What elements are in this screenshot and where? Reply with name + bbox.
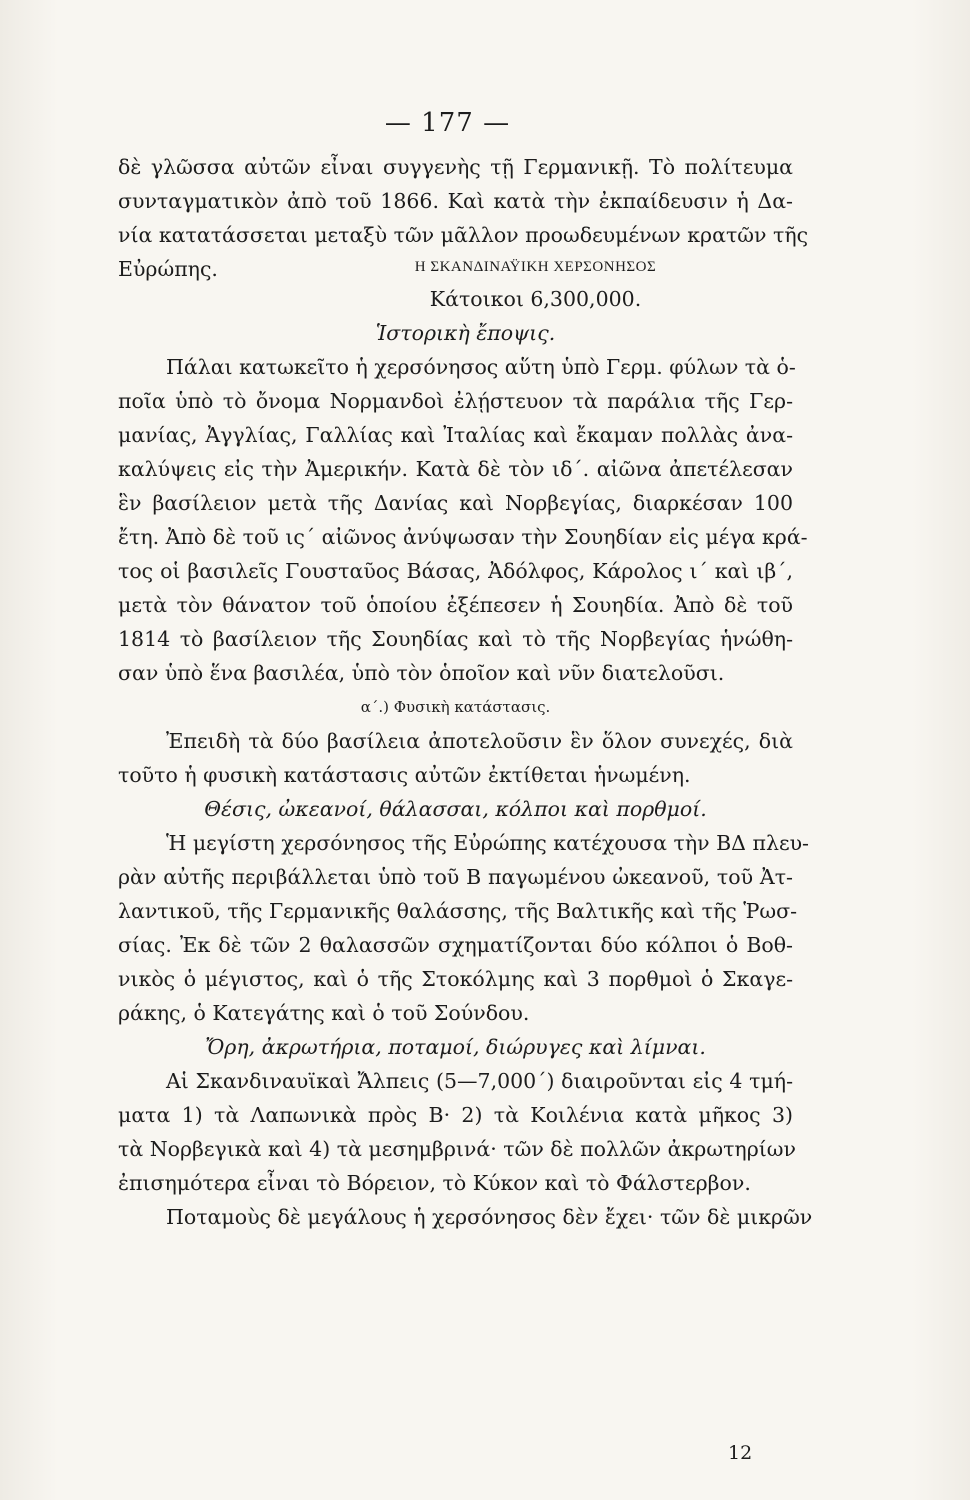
position-heading: Θέσις, ὠκεανοί, θάλασσαι, κόλποι καὶ πορθμοί. <box>204 797 707 821</box>
text-line: ἔτη. Ἀπὸ δὲ τοῦ ις΄ αἰῶνος ἀνύψωσαν τὴν Σουηδίαν εἰς μέγα κρά- <box>118 525 808 549</box>
text-line: Αἱ Σκανδιναυϊκαὶ Ἄλπεις (5—7,000΄) διαιροῦνται εἰς 4 τμή- <box>166 1069 793 1093</box>
text-line: νικὸς ὁ μέγιστος, καὶ ὁ τῆς Στοκόλμης καὶ 3 πορθμοὶ ὁ Σκαγε- <box>118 967 793 991</box>
text-line: ἐπισημότερα εἶναι τὸ Βόρειον, τὸ Κύκον καὶ τὸ Φάλστερβον. <box>118 1171 751 1195</box>
physical-heading: α΄.) Φυσικὴ κατάστασις. <box>360 698 551 716</box>
signature-mark: 12 <box>728 1442 753 1464</box>
text-line: Εὐρώπης. <box>118 257 218 281</box>
text-line: Ποταμοὺς δὲ μεγάλους ἡ χερσόνησος δὲν ἔχει· τῶν δὲ μικρῶν <box>166 1205 813 1229</box>
text-line: ρὰν αὐτῆς περιβάλλεται ὑπὸ τοῦ Β παγωμένου ὠκεανοῦ, τοῦ Ἀτ- <box>118 865 793 889</box>
text-line: μετὰ τὸν θάνατον τοῦ ὁποίου ἐξέπεσεν ἡ Σουηδία. Ἀπὸ δὲ τοῦ <box>118 593 793 617</box>
text-line: ματα 1) τὰ Λαπωνικὰ πρὸς Β· 2) τὰ Κοιλένια κατὰ μῆκος 3) <box>118 1103 793 1127</box>
mountains-heading: Ὄρη, ἀκρωτήρια, ποταμοί, διώρυγες καὶ λίμναι. <box>205 1035 706 1059</box>
text-line: Πάλαι κατωκεῖτο ἡ χερσόνησος αὕτη ὑπὸ Γερμ. φύλων τὰ ὁ- <box>166 355 796 379</box>
text-line: καλύψεις εἰς τὴν Ἀμερικήν. Κατὰ δὲ τὸν ιδ΄. αἰῶνα ἀπετέλεσαν <box>118 457 793 481</box>
text-line: λαντικοῦ, τῆς Γερμανικῆς θαλάσσης, τῆς Βαλτικῆς καὶ τῆς Ῥωσ- <box>118 899 798 923</box>
text-line: ποῖα ὑπὸ τὸ ὄνομα Νορμανδοὶ ἐλῄστευον τὰ παράλια τῆς Γερ- <box>118 389 793 413</box>
text-line: Ἡ μεγίστη χερσόνησος τῆς Εὐρώπης κατέχουσα τὴν ΒΔ πλευ- <box>166 831 809 855</box>
population: Κάτοικοι 6,300,000. <box>429 287 642 311</box>
page-number: — 177 — <box>384 108 511 138</box>
text-line: ἓν βασίλειον μετὰ τῆς Δανίας καὶ Νορβεγίας, διαρκέσαν 100 <box>118 491 793 515</box>
text-line: τὰ Νορβεγικὰ καὶ 4) τὰ μεσημβρινά· τῶν δὲ πολλῶν ἀκρωτηρίων <box>118 1137 796 1161</box>
text-line: μανίας, Ἀγγλίας, Γαλλίας καὶ Ἰταλίας καὶ ἔκαμαν πολλὰς ἀνα- <box>118 423 793 447</box>
text-line: σαν ὑπὸ ἕνα βασιλέα, ὑπὸ τὸν ὁποῖον καὶ νῦν διατελοῦσι. <box>118 661 725 685</box>
text-line: ράκης, ὁ Κατεγάτης καὶ ὁ τοῦ Σούνδου. <box>118 1001 530 1025</box>
history-heading: Ἱστορικὴ ἔποψις. <box>375 321 556 345</box>
text-line: δὲ γλῶσσα αὐτῶν εἶναι συγγενὴς τῇ Γερμανικῇ. Τὸ πολίτευμα <box>118 155 793 179</box>
text-line: συνταγματικὸν ἀπὸ τοῦ 1866. Καὶ κατὰ τὴν ἐκπαίδευσιν ἡ Δα- <box>118 189 793 213</box>
text-line: 1814 τὸ βασίλειον τῆς Σουηδίας καὶ τὸ τῆς Νορβεγίας ἡνώθη- <box>118 627 793 651</box>
text-line: νία κατατάσσεται μεταξὺ τῶν μᾶλλον προωδευμένων κρατῶν τῆς <box>118 223 809 247</box>
text-line: τος οἱ βασιλεῖς Γουσταῦος Βάσας, Ἀδόλφος, Κάρολος ι΄ καὶ ιβ΄, <box>118 559 793 583</box>
text-block <box>118 150 813 1234</box>
text-line: Ἐπειδὴ τὰ δύο βασίλεια ἀποτελοῦσιν ἓν ὅλον συνεχές, διὰ <box>166 729 793 753</box>
text-line: τοῦτο ἡ φυσικὴ κατάστασις αὐτῶν ἐκτίθεται ἡνωμένη. <box>118 763 691 787</box>
text-line: σίας. Ἐκ δὲ τῶν 2 θαλασσῶν σχηματίζονται δύο κόλποι ὁ Βοθ- <box>118 933 793 957</box>
section-title: Η ΣΚΑΝΔΙΝΑΫΙΚΗ ΧΕΡΣΟΝΗΣΟΣ <box>414 259 657 275</box>
